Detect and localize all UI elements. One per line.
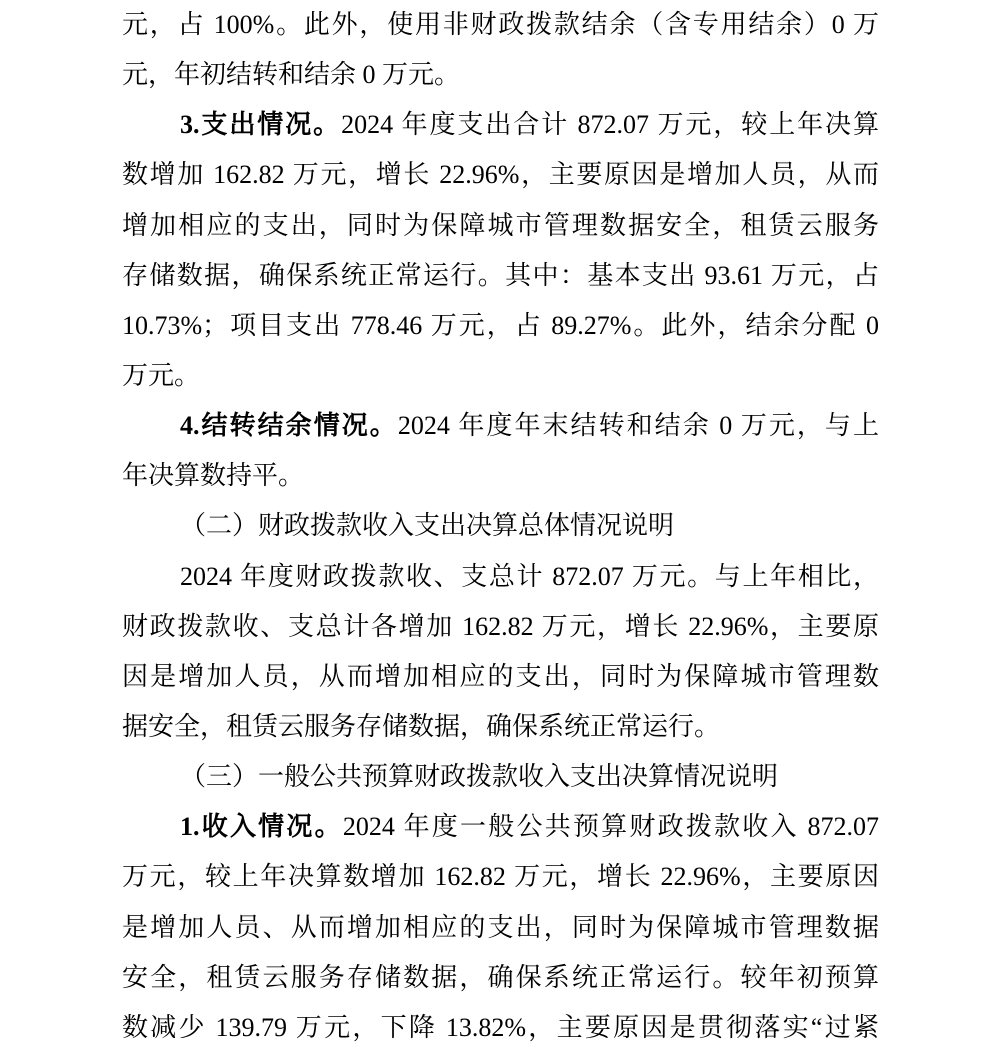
text-line-17	[122, 802, 879, 852]
text-line-19	[122, 903, 879, 953]
text-line-6	[122, 251, 879, 301]
run-bold-expenditure-label: 3.支出情况。	[180, 110, 342, 140]
run-text: 万元，较上年决算数增加 162.82 万元，增长 22.96%，主要原因	[122, 862, 879, 892]
text-line-5	[122, 201, 879, 251]
text-line-14	[122, 652, 879, 702]
run-text: 年决算数持平。	[122, 461, 305, 491]
text-line-21	[122, 1003, 879, 1053]
run-text: 是增加人员、从而增加相应的支出，同时为保障城市管理数据	[122, 912, 879, 942]
run-text: 据安全，租赁云服务存储数据，确保系统正常运行。	[122, 711, 721, 741]
text-line-20	[122, 953, 879, 1003]
run-bold-income-label: 1.收入情况。	[180, 812, 343, 842]
run-text: 2024 年度年末结转和结余 0 万元，与上	[397, 411, 879, 441]
text-line-7	[122, 301, 879, 351]
run-text: （三）一般公共预算财政拨款收入支出决算情况说明	[180, 762, 779, 792]
text-line-8	[122, 351, 879, 401]
run-text: 元，占 100%。此外，使用非财政拨款结余（含专用结余）0 万	[122, 10, 879, 39]
text-line-10	[122, 451, 879, 501]
run-text: 元，年初结转和结余 0 万元。	[122, 60, 461, 90]
section-heading-2	[122, 501, 879, 551]
run-bold-carryover-label: 4.结转结余情况。	[180, 411, 398, 441]
run-text: 2024 年度支出合计 872.07 万元，较上年决算	[341, 110, 879, 140]
text-line-1	[122, 0, 879, 50]
text-line-18	[122, 852, 879, 902]
run-text: 10.73%；项目支出 778.46 万元，占 89.27%。此外，结余分配 0	[122, 310, 879, 340]
text-line-12	[122, 552, 879, 602]
text-line-13	[122, 602, 879, 652]
text-line-15	[122, 702, 879, 752]
run-text: 安全，租赁云服务存储数据，确保系统正常运行。较年初预算	[122, 962, 879, 992]
document-text-block	[122, 0, 879, 1053]
text-line-4	[122, 150, 879, 200]
run-text: 数增加 162.82 万元，增长 22.96%，主要原因是增加人员，从而	[122, 160, 879, 190]
run-text: 数减少 139.79 万元，下降 13.82%，主要原因是贯彻落实“过紧	[122, 1012, 879, 1042]
run-text: 2024 年度财政拨款收、支总计 872.07 万元。与上年相比，	[180, 561, 879, 591]
section-heading-3	[122, 752, 879, 802]
run-text: 万元。	[122, 360, 201, 390]
text-line-3	[122, 100, 879, 150]
run-text: 增加相应的支出，同时为保障城市管理数据安全，租赁云服务	[122, 210, 879, 240]
run-text: （二）财政拨款收入支出决算总体情况说明	[180, 511, 675, 541]
run-text: 2024 年度一般公共预算财政拨款收入 872.07	[342, 812, 879, 842]
run-text: 存储数据，确保系统正常运行。其中：基本支出 93.61 万元，占	[122, 260, 879, 290]
text-line-2	[122, 50, 879, 100]
run-text: 财政拨款收、支总计各增加 162.82 万元，增长 22.96%，主要原	[122, 611, 879, 641]
run-text: 因是增加人员，从而增加相应的支出，同时为保障城市管理数	[122, 661, 879, 691]
text-line-9	[122, 401, 879, 451]
